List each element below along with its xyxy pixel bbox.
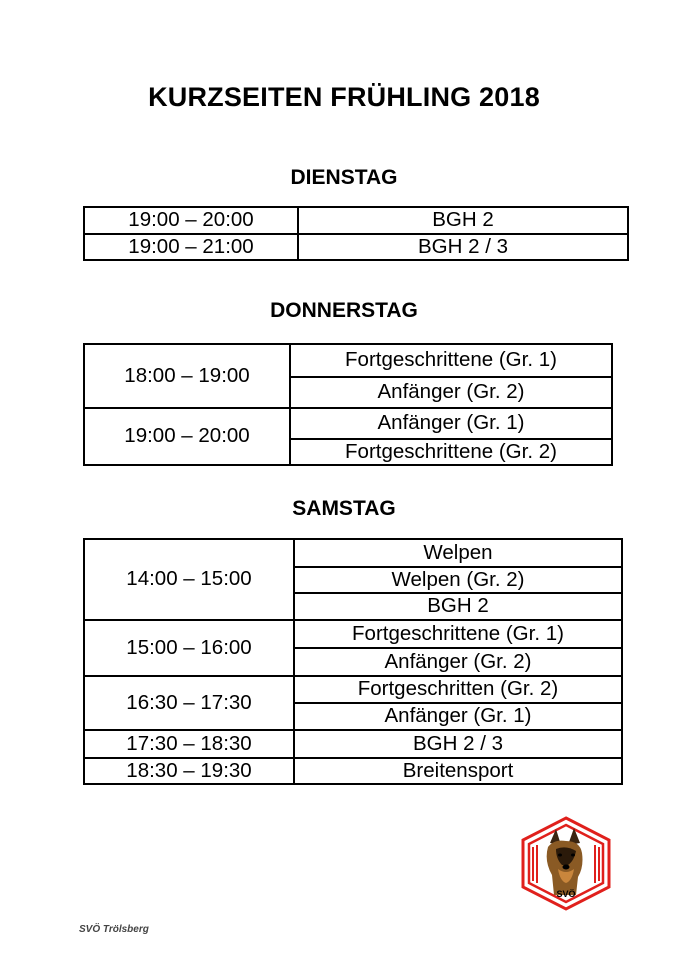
time-cell: 19:00 – 21:00 bbox=[84, 234, 298, 260]
course-cell: Anfänger (Gr. 1) bbox=[294, 703, 622, 730]
course-cell: Breitensport bbox=[294, 758, 622, 784]
time-cell: 14:00 – 15:00 bbox=[84, 539, 294, 620]
course-cell: Fortgeschrittene (Gr. 2) bbox=[290, 439, 612, 465]
schedule-row bbox=[84, 539, 622, 567]
time-cell: 18:30 – 19:30 bbox=[84, 758, 294, 784]
time-cell: 15:00 – 16:00 bbox=[84, 620, 294, 676]
logo-label: SVÖ bbox=[556, 889, 576, 899]
page-title: KURZSEITEN FRÜHLING 2018 bbox=[148, 82, 540, 112]
time-cell: 16:30 – 17:30 bbox=[84, 676, 294, 730]
schedule-row bbox=[84, 758, 622, 784]
schedule-row bbox=[84, 234, 628, 260]
course-cell: Welpen (Gr. 2) bbox=[294, 567, 622, 593]
svo-logo bbox=[518, 815, 614, 911]
time-cell: 17:30 – 18:30 bbox=[84, 730, 294, 758]
course-cell: BGH 2 bbox=[294, 593, 622, 620]
course-cell: Anfänger (Gr. 1) bbox=[290, 408, 612, 439]
course-cell: Fortgeschritten (Gr. 2) bbox=[294, 676, 622, 703]
day-heading-donnerstag: DONNERSTAG bbox=[270, 299, 418, 322]
schedule-row bbox=[84, 408, 612, 439]
schedule-table-dienstag bbox=[83, 206, 629, 261]
day-heading-samstag: SAMSTAG bbox=[292, 497, 396, 520]
schedule-table-samstag bbox=[83, 538, 623, 785]
course-cell: Anfänger (Gr. 2) bbox=[290, 377, 612, 408]
time-cell: 19:00 – 20:00 bbox=[84, 408, 290, 465]
course-cell: Welpen bbox=[294, 539, 622, 567]
schedule-row bbox=[84, 620, 622, 648]
schedule-row bbox=[84, 207, 628, 234]
course-cell: BGH 2 / 3 bbox=[294, 730, 622, 758]
time-cell: 19:00 – 20:00 bbox=[84, 207, 298, 234]
course-cell: BGH 2 bbox=[298, 207, 628, 234]
schedule-table-donnerstag bbox=[83, 343, 613, 466]
schedule-row bbox=[84, 344, 612, 377]
schedule-row bbox=[84, 676, 622, 703]
schedule-row bbox=[84, 730, 622, 758]
time-cell: 18:00 – 19:00 bbox=[84, 344, 290, 408]
course-cell: Anfänger (Gr. 2) bbox=[294, 648, 622, 676]
day-heading-dienstag: DIENSTAG bbox=[290, 166, 398, 189]
logo-emblem bbox=[518, 815, 614, 911]
course-cell: Fortgeschrittene (Gr. 1) bbox=[290, 344, 612, 377]
footer-text: SVÖ Trölsberg bbox=[79, 924, 149, 935]
course-cell: BGH 2 / 3 bbox=[298, 234, 628, 260]
course-cell: Fortgeschrittene (Gr. 1) bbox=[294, 620, 622, 648]
